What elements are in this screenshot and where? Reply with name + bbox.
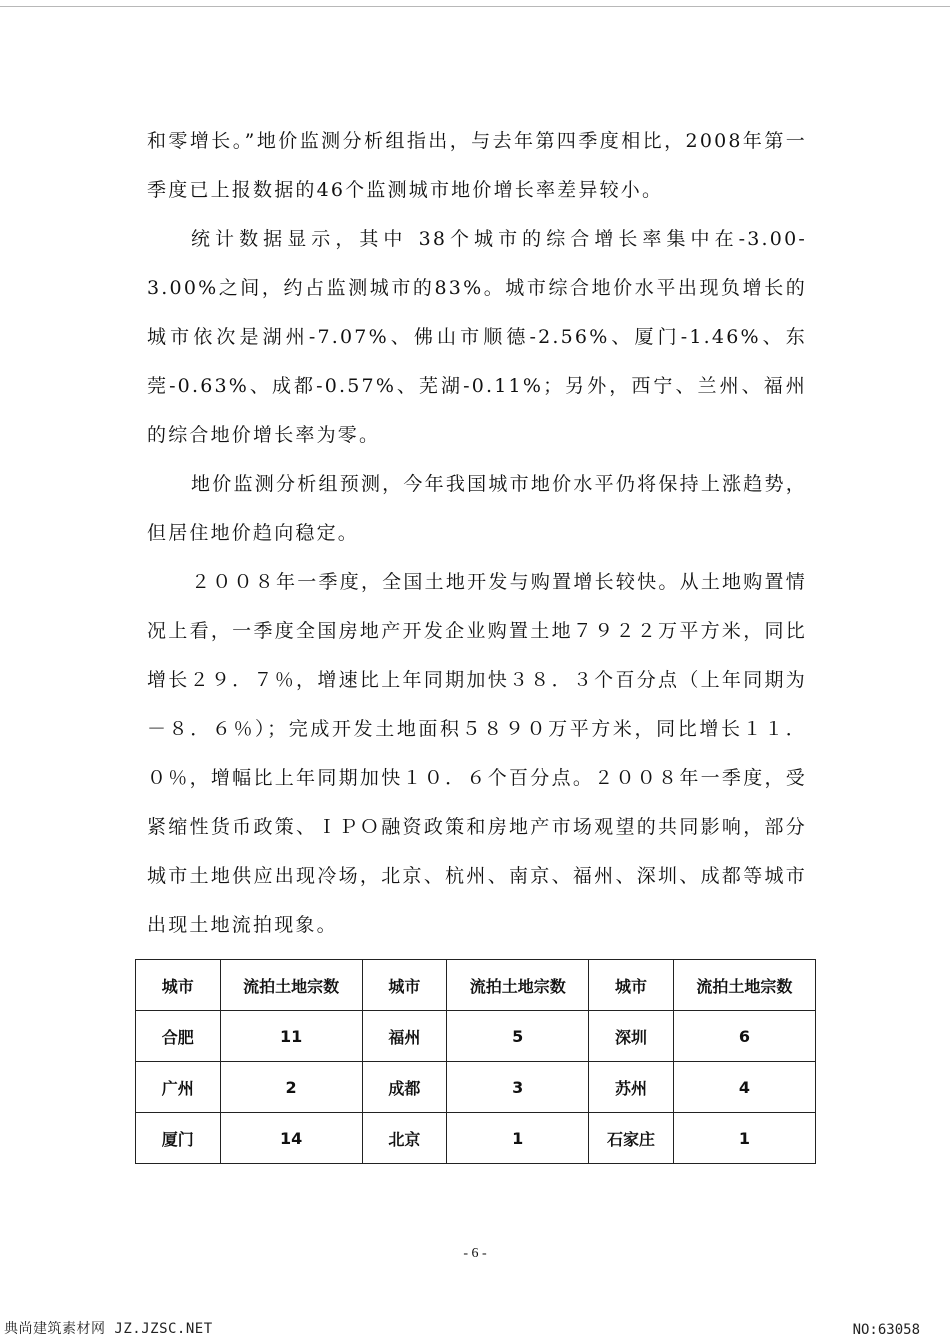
table-cell: 苏州	[589, 1062, 674, 1113]
table-cell: 2	[220, 1062, 362, 1113]
document-body	[147, 117, 807, 950]
paragraph: 地价监测分析组预测，今年我国城市地价水平仍将保持上涨趋势，但居住地价趋向稳定。	[147, 473, 807, 544]
watermark-footer	[0, 1313, 950, 1343]
table-cell: 3	[447, 1062, 589, 1113]
table-header-cell: 城市	[362, 960, 447, 1011]
table-header-cell: 城市	[136, 960, 221, 1011]
table-header-cell: 流拍土地宗数	[220, 960, 362, 1011]
table-cell: 1	[673, 1113, 815, 1164]
top-rule	[0, 6, 950, 7]
table-cell: 广州	[136, 1062, 221, 1113]
watermark-id-text: NO:63058	[852, 1322, 920, 1338]
paragraph: 统计数据显示，其中 38个城市的综合增长率集中在-3.00-3.00%之间，约占监测城市的83%。城市综合地价水平出现负增长的城市依次是湖州-7.07%、佛山市顺德-2.56%、厦门-1.46%、东莞-0.63%、成都-0.57%、芜湖-0.11%；另外，西宁、兰州、福州的综合地价增长率为零。	[147, 228, 807, 446]
table-cell: 石家庄	[589, 1113, 674, 1164]
paragraph: 和零增长。”地价监测分析组指出，与去年第四季度相比，2008年第一季度已上报数据的46个监测城市地价增长率差异较小。	[147, 130, 807, 201]
table-cell: 深圳	[589, 1011, 674, 1062]
table-cell: 5	[447, 1011, 589, 1062]
table-header-cell: 城市	[589, 960, 674, 1011]
table-header-row	[136, 960, 816, 1011]
table-row	[136, 1062, 816, 1113]
table-cell: 11	[220, 1011, 362, 1062]
table-header-cell: 流拍土地宗数	[447, 960, 589, 1011]
table-cell: 1	[447, 1113, 589, 1164]
paragraph: ２００８年一季度，全国土地开发与购置增长较快。从土地购置情况上看，一季度全国房地产开发企业购置土地７９２２万平方米，同比增长２９．７％，增速比上年同期加快３８．３个百分点（上年同期为－８．６％）；完成开发土地面积５８９０万平方米，同比增长１１．０％，增幅比上年同期加快１０．６个百分点。２００８年一季度，受紧缩性货币政策、ＩＰＯ融资政策和房地产市场观望的共同影响，部分城市土地供应出现冷场，北京、杭州、南京、福州、深圳、成都等城市出现土地流拍现象。	[147, 571, 807, 936]
table-row	[136, 1011, 816, 1062]
table-cell: 4	[673, 1062, 815, 1113]
table-row	[136, 1113, 816, 1164]
table-cell: 6	[673, 1011, 815, 1062]
table-cell: 合肥	[136, 1011, 221, 1062]
page-number: - 6 -	[463, 1246, 487, 1261]
table-cell: 厦门	[136, 1113, 221, 1164]
table-cell: 福州	[362, 1011, 447, 1062]
failed-land-auction-table	[135, 959, 816, 1164]
table-cell: 成都	[362, 1062, 447, 1113]
table-header-cell: 流拍土地宗数	[673, 960, 815, 1011]
table-cell: 14	[220, 1113, 362, 1164]
table-cell: 北京	[362, 1113, 447, 1164]
watermark-site-text: 典尚建筑素材网 JZ.JZSC.NET	[4, 1321, 213, 1337]
